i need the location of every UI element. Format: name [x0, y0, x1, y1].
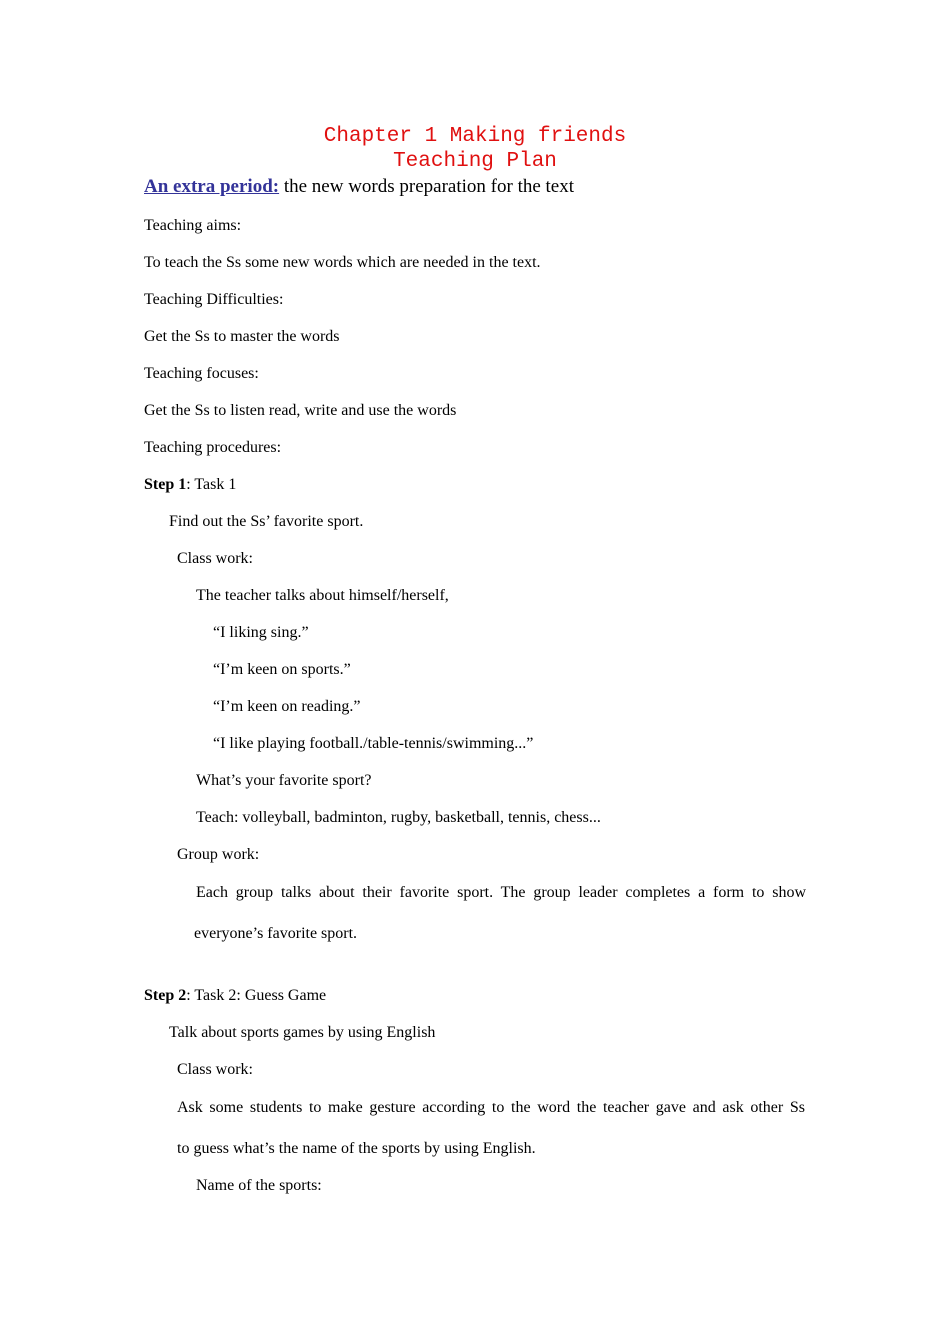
period-description: the new words preparation for the text	[279, 176, 575, 197]
step2-title: : Task 2: Guess Game	[186, 987, 327, 1004]
quote-line: “I liking sing.”	[213, 624, 309, 641]
step1-class-work: Class work:	[177, 550, 253, 567]
difficulties-text: Get the Ss to master the words	[144, 328, 340, 345]
difficulties-label: Teaching Difficulties:	[144, 291, 284, 308]
step1-heading	[144, 475, 236, 495]
favorite-sport-question: What’s your favorite sport?	[196, 772, 372, 789]
procedures-label: Teaching procedures:	[144, 439, 282, 456]
focuses-text: Get the Ss to listen read, write and use the words	[144, 402, 457, 419]
quote-line: “I’m keen on sports.”	[213, 661, 351, 678]
ask-text-line2: to guess what’s the name of the sports by using English.	[177, 1140, 536, 1157]
period-line	[144, 176, 574, 198]
step1-group-work: Group work:	[177, 846, 260, 863]
aims-label: Teaching aims:	[144, 217, 242, 234]
step1-title: : Task 1	[186, 476, 237, 493]
quote-line: “I’m keen on reading.”	[213, 698, 361, 715]
quote-line: “I like playing football./table-tennis/swimming...”	[213, 735, 534, 752]
step1-goal: Find out the Ss’ favorite sport.	[169, 513, 364, 530]
focuses-label: Teaching focuses:	[144, 365, 259, 382]
group-text-line2: everyone’s favorite sport.	[194, 925, 358, 942]
sports-names-label: Name of the sports:	[196, 1177, 322, 1194]
step1-label: Step 1	[144, 476, 187, 493]
extra-period-link[interactable]: An extra period:	[144, 176, 280, 197]
step2-class-work: Class work:	[177, 1061, 253, 1078]
teacher-talk: The teacher talks about himself/herself,	[196, 587, 449, 604]
chapter-title: Chapter 1 Making friends	[323, 125, 627, 148]
aims-text: To teach the Ss some new words which are needed in the text.	[144, 254, 541, 271]
group-text-line1: Each group talks about their favorite sport. The group leader completes a form to show	[196, 884, 806, 901]
ask-text-line1: Ask some students to make gesture according to the word the teacher gave and ask other Ss	[177, 1099, 805, 1116]
teach-words: Teach: volleyball, badminton, rugby, basketball, tennis, chess...	[196, 809, 601, 826]
plan-title: Teaching Plan	[393, 150, 557, 173]
step2-label: Step 2	[144, 987, 187, 1004]
step2-goal: Talk about sports games by using English	[169, 1024, 436, 1041]
step2-heading	[144, 986, 326, 1006]
